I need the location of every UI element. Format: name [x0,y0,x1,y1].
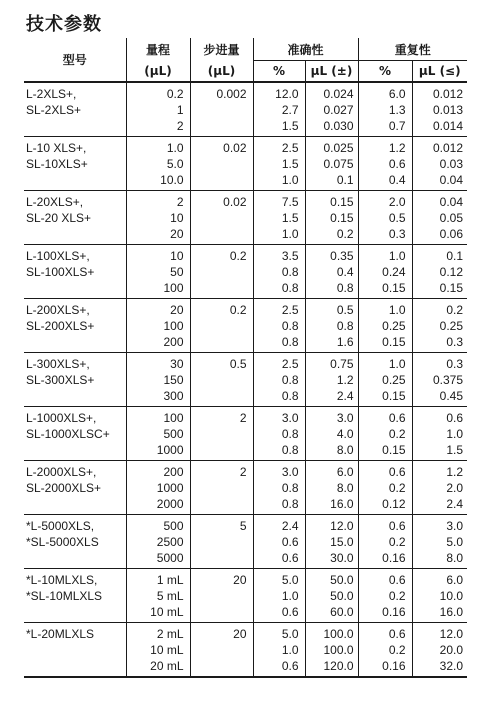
range-cell [126,407,190,461]
range-value: 2000 [156,497,184,511]
model-value: L-2000XLS+, [26,465,97,479]
range-cell [126,353,190,407]
model-value: *L-5000XLS, [26,519,95,533]
accuracy-ul-value: 3.0 [336,411,354,425]
model-value: SL-300XLS+ [26,373,95,387]
accuracy-ul-value: 15.0 [330,535,354,549]
repeat-pct-cell [358,623,412,678]
step-value: 0.5 [229,357,247,371]
repeat-pct-value: 1.0 [388,249,406,263]
step-value: 0.002 [216,87,247,101]
table-row [24,137,467,191]
model-value: *SL-5000XLS [26,535,99,549]
accuracy-pct-value: 5.0 [281,573,299,587]
model-value: L-2XLS+, [26,87,77,101]
repeat-pct-value: 0.6 [388,573,406,587]
repeat-ul-value: 0.05 [439,211,464,225]
repeat-ul-value: 0.45 [439,389,464,403]
repeat-pct-value: 1.3 [388,103,406,117]
repeat-pct-value: 0.6 [388,465,406,479]
repeat-ul-cell [412,299,467,353]
range-value: 10.0 [160,173,184,187]
repeat-ul-value: 0.012 [433,87,464,101]
accuracy-ul-value: 0.075 [323,157,354,171]
model-value: SL-10XLS+ [26,157,88,171]
accuracy-ul-value: 0.75 [330,357,354,371]
table-row [24,245,467,299]
repeat-pct-value: 0.2 [388,535,406,549]
repeat-pct-value: 0.6 [388,519,406,533]
range-cell [126,569,190,623]
accuracy-pct-cell [253,461,305,515]
accuracy-pct-value: 3.0 [281,465,299,479]
model-value: L-10 XLS+, [26,141,87,155]
accuracy-pct-value: 0.8 [281,443,299,457]
range-cell [126,623,190,678]
table-row [24,461,467,515]
accuracy-ul-value: 0.030 [323,119,354,133]
step-cell [190,82,253,137]
header-model: 型号 [24,38,126,82]
accuracy-ul-cell [305,353,358,407]
accuracy-ul-value: 0.15 [330,211,354,225]
accuracy-pct-value: 1.0 [281,173,299,187]
repeat-pct-value: 0.2 [388,643,406,657]
accuracy-pct-value: 2.5 [281,141,299,155]
table-row [24,407,467,461]
model-value: L-1000XLS+, [26,411,97,425]
accuracy-ul-value: 50.0 [330,573,354,587]
step-value: 20 [233,627,247,641]
repeat-ul-value: 16.0 [439,605,464,619]
header-repeat-ul: μL (≤) [412,61,467,83]
range-value: 10 mL [150,605,184,619]
accuracy-ul-value: 8.0 [336,443,354,457]
header-range-unit: (μL) [126,61,190,83]
accuracy-pct-cell [253,245,305,299]
repeat-pct-value: 0.25 [382,319,406,333]
range-value: 100 [163,319,184,333]
accuracy-pct-value: 0.8 [281,265,299,279]
repeat-ul-value: 0.1 [446,249,464,263]
repeat-ul-value: 32.0 [439,659,464,673]
repeat-ul-value: 8.0 [446,551,464,565]
model-value: L-300XLS+, [26,357,90,371]
range-value: 2 [176,195,184,209]
step-value: 0.02 [223,141,247,155]
step-cell [190,407,253,461]
accuracy-pct-value: 0.6 [281,535,299,549]
repeat-pct-value: 0.2 [388,427,406,441]
range-cell [126,82,190,137]
accuracy-pct-cell [253,299,305,353]
range-value: 500 [163,519,184,533]
accuracy-pct-cell [253,82,305,137]
range-value: 5.0 [166,157,184,171]
model-cell [24,353,126,407]
accuracy-ul-cell [305,191,358,245]
repeat-ul-value: 0.6 [446,411,464,425]
model-value: SL-2000XLS+ [26,481,102,495]
step-value: 0.02 [223,195,247,209]
repeat-ul-cell [412,82,467,137]
accuracy-ul-cell [305,299,358,353]
range-value: 5 mL [156,589,184,603]
repeat-pct-value: 0.16 [382,659,406,673]
repeat-ul-value: 20.0 [439,643,464,657]
accuracy-ul-cell [305,623,358,678]
repeat-ul-value: 0.3 [446,357,464,371]
range-cell [126,137,190,191]
header-repeatability: 重复性 [358,38,467,61]
repeat-pct-value: 0.12 [382,497,406,511]
repeat-ul-value: 1.0 [446,427,464,441]
step-value: 2 [239,411,247,425]
repeat-ul-cell [412,407,467,461]
accuracy-pct-value: 3.5 [281,249,299,263]
repeat-ul-value: 0.014 [433,119,464,133]
repeat-ul-value: 2.0 [446,481,464,495]
repeat-ul-cell [412,461,467,515]
table-row [24,623,467,678]
repeat-ul-value: 3.0 [446,519,464,533]
repeat-pct-value: 0.15 [382,443,406,457]
repeat-pct-cell [358,245,412,299]
accuracy-pct-value: 1.0 [281,589,299,603]
range-value: 5000 [156,551,184,565]
accuracy-pct-value: 0.6 [281,659,299,673]
accuracy-ul-value: 0.027 [323,103,354,117]
model-cell [24,191,126,245]
repeat-ul-value: 1.5 [446,443,464,457]
repeat-pct-value: 0.25 [382,373,406,387]
accuracy-pct-value: 0.8 [281,427,299,441]
repeat-pct-value: 1.0 [388,303,406,317]
repeat-pct-cell [358,569,412,623]
accuracy-pct-value: 1.0 [281,643,299,657]
model-value: *L-20MLXLS [26,627,95,641]
accuracy-pct-cell [253,191,305,245]
repeat-ul-cell [412,623,467,678]
table-row [24,353,467,407]
step-cell [190,461,253,515]
accuracy-pct-cell [253,515,305,569]
range-value: 200 [163,335,184,349]
range-cell [126,461,190,515]
accuracy-ul-value: 0.15 [330,195,354,209]
model-cell [24,569,126,623]
repeat-ul-value: 0.06 [439,227,464,241]
range-value: 20 mL [150,659,184,673]
repeat-ul-cell [412,515,467,569]
repeat-pct-value: 2.0 [388,195,406,209]
model-cell [24,515,126,569]
range-value: 1000 [156,443,184,457]
range-value: 2 [176,119,184,133]
repeat-pct-value: 0.4 [388,173,406,187]
repeat-ul-cell [412,191,467,245]
table-row [24,82,467,137]
step-cell [190,191,253,245]
step-cell [190,137,253,191]
range-value: 0.2 [166,87,184,101]
table-row [24,515,467,569]
step-cell [190,245,253,299]
repeat-pct-value: 0.2 [388,481,406,495]
model-value: *SL-10MLXLS [26,589,103,603]
accuracy-pct-value: 0.8 [281,481,299,495]
repeat-ul-value: 2.4 [446,497,464,511]
accuracy-pct-value: 1.5 [281,119,299,133]
accuracy-ul-value: 60.0 [330,605,354,619]
accuracy-ul-value: 100.0 [323,627,354,641]
table-row [24,569,467,623]
accuracy-ul-value: 30.0 [330,551,354,565]
accuracy-pct-value: 1.5 [281,211,299,225]
model-value: SL-100XLS+ [26,265,95,279]
range-value: 20 [170,303,184,317]
accuracy-ul-value: 2.4 [336,389,354,403]
repeat-pct-value: 0.6 [388,157,406,171]
repeat-pct-value: 0.16 [382,605,406,619]
range-cell [126,515,190,569]
repeat-pct-value: 0.5 [388,211,406,225]
repeat-ul-value: 0.375 [433,373,464,387]
repeat-pct-value: 0.15 [382,335,406,349]
header-step: 步进量 [190,38,253,61]
accuracy-ul-value: 0.35 [330,249,354,263]
repeat-pct-cell [358,461,412,515]
accuracy-pct-cell [253,407,305,461]
model-value: L-200XLS+, [26,303,90,317]
accuracy-ul-value: 0.025 [323,141,354,155]
model-cell [24,245,126,299]
range-value: 1000 [156,481,184,495]
accuracy-ul-value: 0.1 [336,173,354,187]
model-cell [24,407,126,461]
repeat-pct-value: 0.16 [382,551,406,565]
repeat-ul-cell [412,569,467,623]
model-value: SL-1000XLSC+ [26,427,110,441]
range-value: 2500 [156,535,184,549]
accuracy-pct-value: 2.5 [281,303,299,317]
repeat-pct-value: 0.2 [388,589,406,603]
repeat-ul-cell [412,137,467,191]
accuracy-ul-cell [305,137,358,191]
range-value: 1 [176,103,184,117]
range-value: 50 [170,265,184,279]
repeat-ul-value: 0.2 [446,303,464,317]
repeat-pct-value: 0.7 [388,119,406,133]
accuracy-pct-value: 0.6 [281,605,299,619]
accuracy-ul-value: 16.0 [330,497,354,511]
accuracy-ul-value: 12.0 [330,519,354,533]
accuracy-pct-value: 1.0 [281,227,299,241]
accuracy-pct-value: 0.8 [281,389,299,403]
range-value: 200 [163,465,184,479]
repeat-pct-cell [358,137,412,191]
range-value: 1.0 [166,141,184,155]
accuracy-pct-value: 2.7 [281,103,299,117]
range-value: 500 [163,427,184,441]
repeat-ul-value: 5.0 [446,535,464,549]
accuracy-pct-cell [253,569,305,623]
step-cell [190,623,253,678]
range-value: 300 [163,389,184,403]
step-value: 0.2 [229,303,247,317]
accuracy-ul-value: 1.2 [336,373,354,387]
accuracy-pct-value: 2.5 [281,357,299,371]
accuracy-ul-cell [305,245,358,299]
repeat-ul-value: 12.0 [439,627,464,641]
repeat-ul-cell [412,353,467,407]
range-value: 2 mL [156,627,184,641]
accuracy-pct-value: 3.0 [281,411,299,425]
accuracy-pct-value: 5.0 [281,627,299,641]
repeat-ul-value: 0.013 [433,103,464,117]
accuracy-pct-value: 2.4 [281,519,299,533]
step-value: 5 [239,519,247,533]
step-cell [190,299,253,353]
accuracy-ul-value: 0.4 [336,265,354,279]
repeat-pct-value: 0.6 [388,627,406,641]
spec-table [24,38,467,678]
accuracy-ul-cell [305,461,358,515]
accuracy-ul-value: 0.5 [336,303,354,317]
accuracy-ul-value: 0.024 [323,87,354,101]
model-value: L-100XLS+, [26,249,90,263]
repeat-pct-value: 0.6 [388,411,406,425]
step-value: 2 [239,465,247,479]
model-cell [24,461,126,515]
repeat-ul-value: 0.012 [433,141,464,155]
accuracy-pct-cell [253,137,305,191]
range-cell [126,299,190,353]
repeat-pct-cell [358,191,412,245]
range-value: 10 [170,249,184,263]
model-value: SL-20 XLS+ [26,211,92,225]
repeat-pct-value: 1.0 [388,357,406,371]
range-value: 20 [170,227,184,241]
header-accuracy-pct: % [253,61,305,83]
model-cell [24,299,126,353]
accuracy-ul-value: 0.2 [336,227,354,241]
range-value: 1 mL [156,573,184,587]
accuracy-pct-value: 12.0 [275,87,299,101]
table-row [24,299,467,353]
accuracy-pct-value: 0.8 [281,335,299,349]
repeat-pct-cell [358,353,412,407]
repeat-ul-value: 0.3 [446,335,464,349]
repeat-pct-value: 1.2 [388,141,406,155]
header-repeat-pct: % [358,61,412,83]
repeat-ul-value: 0.15 [439,281,464,295]
accuracy-ul-value: 6.0 [336,465,354,479]
repeat-ul-value: 0.25 [439,319,464,333]
step-value: 0.2 [229,249,247,263]
accuracy-pct-cell [253,353,305,407]
spec-table-body [24,82,467,677]
accuracy-ul-value: 1.6 [336,335,354,349]
accuracy-ul-value: 0.8 [336,281,354,295]
header-step-unit: (μL) [190,61,253,83]
repeat-ul-value: 0.03 [439,157,464,171]
table-row [24,191,467,245]
repeat-ul-value: 0.04 [439,195,464,209]
repeat-pct-value: 6.0 [388,87,406,101]
step-cell [190,569,253,623]
repeat-pct-value: 0.3 [388,227,406,241]
model-cell [24,623,126,678]
accuracy-pct-value: 0.8 [281,497,299,511]
range-value: 150 [163,373,184,387]
repeat-pct-value: 0.24 [382,265,406,279]
repeat-pct-cell [358,515,412,569]
range-value: 10 [170,211,184,225]
repeat-ul-value: 6.0 [446,573,464,587]
header-range: 量程 [126,38,190,61]
accuracy-ul-value: 50.0 [330,589,354,603]
model-cell [24,137,126,191]
repeat-pct-value: 0.15 [382,281,406,295]
accuracy-ul-cell [305,515,358,569]
accuracy-pct-value: 7.5 [281,195,299,209]
step-cell [190,353,253,407]
accuracy-pct-cell [253,623,305,678]
model-value: *L-10MLXLS, [26,573,98,587]
repeat-pct-cell [358,407,412,461]
model-value: L-20XLS+, [26,195,84,209]
accuracy-pct-value: 0.8 [281,281,299,295]
range-value: 100 [163,411,184,425]
accuracy-ul-value: 8.0 [336,481,354,495]
repeat-ul-value: 1.2 [446,465,464,479]
accuracy-ul-cell [305,407,358,461]
accuracy-ul-value: 0.8 [336,319,354,333]
header-accuracy: 准确性 [253,38,358,61]
header-accuracy-ul: μL (±) [305,61,358,83]
accuracy-pct-value: 0.8 [281,373,299,387]
accuracy-ul-value: 120.0 [323,659,354,673]
step-cell [190,515,253,569]
repeat-ul-value: 0.12 [439,265,464,279]
repeat-pct-cell [358,299,412,353]
repeat-ul-value: 10.0 [439,589,464,603]
accuracy-ul-value: 4.0 [336,427,354,441]
accuracy-pct-value: 0.8 [281,319,299,333]
model-cell [24,82,126,137]
range-value: 30 [170,357,184,371]
range-value: 10 mL [150,643,184,657]
range-cell [126,245,190,299]
accuracy-pct-value: 1.5 [281,157,299,171]
page-title: 技术参数 [26,14,102,35]
repeat-ul-value: 0.04 [439,173,464,187]
accuracy-pct-value: 0.6 [281,551,299,565]
accuracy-ul-value: 100.0 [323,643,354,657]
accuracy-ul-cell [305,82,358,137]
range-value: 100 [163,281,184,295]
model-value: SL-200XLS+ [26,319,95,333]
model-value: SL-2XLS+ [26,103,82,117]
accuracy-ul-cell [305,569,358,623]
step-value: 20 [233,573,247,587]
repeat-pct-cell [358,82,412,137]
repeat-pct-value: 0.15 [382,389,406,403]
repeat-ul-cell [412,245,467,299]
range-cell [126,191,190,245]
